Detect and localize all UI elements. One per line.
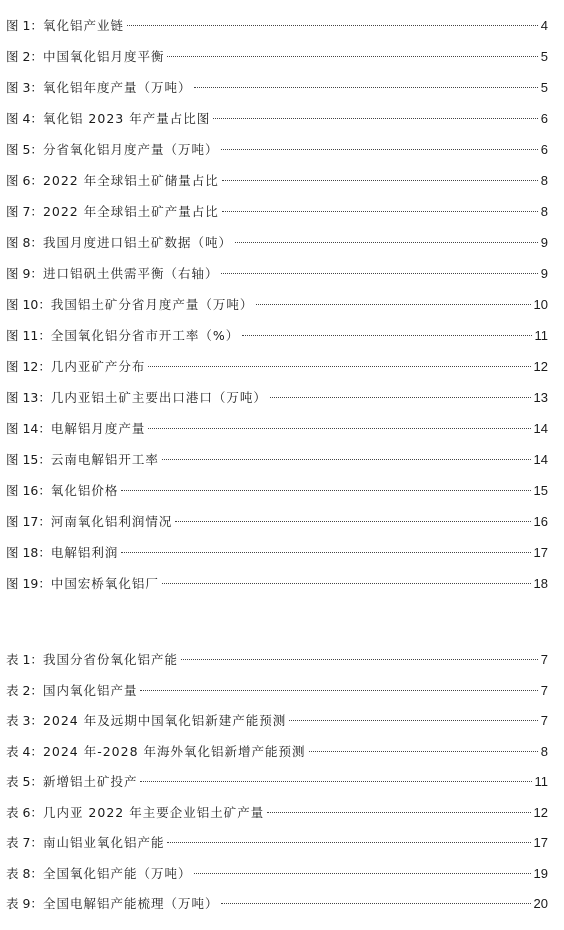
entry-label: 表 9：	[6, 896, 43, 911]
figure-entry[interactable]	[6, 262, 548, 293]
dot-leader	[242, 335, 531, 336]
figure-entry[interactable]	[6, 231, 548, 262]
figure-entry[interactable]	[6, 479, 548, 510]
entry-label: 图 3：	[6, 80, 43, 95]
figure-entry[interactable]	[6, 138, 548, 169]
page-number: 9	[540, 266, 548, 281]
entry-label: 图 1：	[6, 18, 43, 33]
entry-title: 2024 年-2028 年海外氧化铝新增产能预测	[42, 743, 306, 759]
table-entry[interactable]	[6, 740, 548, 771]
entry-label: 图 7：	[6, 204, 43, 219]
dot-leader	[222, 180, 538, 181]
dot-leader	[194, 87, 537, 88]
dot-leader	[221, 273, 537, 274]
entry-label: 图 18：	[6, 545, 51, 560]
page-number: 6	[540, 142, 548, 157]
page-number: 17	[533, 545, 548, 560]
entry-title: 电解铝利润	[50, 545, 119, 560]
page-number: 7	[540, 652, 548, 667]
dot-leader	[175, 521, 530, 522]
entry-title: 中国氧化铝月度平衡	[42, 49, 165, 64]
entry-title: 几内亚 2022 年主要企业铝土矿产量	[42, 804, 265, 820]
entry-title: 我国月度进口铝土矿数据（吨）	[42, 235, 232, 250]
dot-leader	[148, 366, 530, 367]
page-number: 11	[534, 774, 548, 789]
entry-title: 全国电解铝产能梳理（万吨）	[42, 896, 219, 911]
figure-entry[interactable]	[6, 541, 548, 572]
entry-label: 表 5：	[6, 774, 43, 789]
entry-label: 图 4：	[6, 111, 43, 126]
entry-title: 我国铝土矿分省月度产量（万吨）	[50, 297, 254, 312]
page-number: 17	[533, 835, 548, 850]
page-number: 6	[540, 111, 548, 126]
entry-title: 几内亚铝土矿主要出口港口（万吨）	[50, 390, 267, 405]
entry-title: 分省氧化铝月度产量（万吨）	[42, 142, 219, 157]
entry-title: 氧化铝价格	[50, 483, 119, 498]
entry-label: 图 2：	[6, 49, 43, 64]
dot-leader	[270, 397, 531, 398]
dot-leader	[256, 304, 530, 305]
entry-label: 图 15：	[6, 452, 51, 467]
page-number: 10	[533, 297, 548, 312]
page-number: 15	[533, 483, 548, 498]
entry-title: 国内氧化铝产量	[42, 682, 138, 698]
entry-label: 表 2：	[6, 682, 43, 698]
entry-label: 图 16：	[6, 483, 51, 498]
entry-title: 氧化铝年度产量（万吨）	[42, 80, 192, 95]
entry-title: 几内亚矿产分布	[50, 359, 146, 374]
figure-entry[interactable]	[6, 169, 548, 200]
entry-label: 图 11：	[6, 328, 51, 343]
page-number: 13	[533, 390, 548, 405]
figure-entry[interactable]	[6, 107, 548, 138]
dot-leader	[140, 781, 531, 782]
dot-leader	[235, 242, 538, 243]
dot-leader	[213, 118, 538, 119]
entry-title: 南山铝业氧化铝产能	[42, 835, 165, 850]
figure-index	[6, 14, 548, 603]
table-entry[interactable]	[6, 801, 548, 832]
entry-title: 2024 年及远期中国氧化铝新建产能预测	[42, 713, 287, 728]
page-number: 12	[533, 359, 548, 374]
entry-label: 表 4：	[6, 743, 43, 759]
page-number: 8	[540, 173, 548, 188]
entry-title: 新增铝土矿投产	[42, 774, 138, 789]
table-entry[interactable]	[6, 679, 548, 710]
entry-label: 图 17：	[6, 514, 51, 529]
page-number: 5	[540, 49, 548, 64]
page-number: 5	[540, 80, 548, 95]
entry-label: 图 8：	[6, 235, 43, 250]
entry-label: 图 10：	[6, 297, 51, 312]
entry-label: 图 19：	[6, 576, 51, 591]
page-number: 20	[533, 896, 548, 911]
page-number: 18	[533, 576, 548, 591]
page-number: 14	[533, 421, 548, 436]
dot-leader	[267, 812, 530, 813]
dot-leader	[162, 583, 531, 584]
entry-label: 图 9：	[6, 266, 43, 281]
figure-entry[interactable]	[6, 293, 548, 324]
dot-leader	[127, 25, 538, 26]
dot-leader	[140, 690, 537, 691]
page-number: 7	[540, 682, 548, 698]
entry-title: 氧化铝 2023 年产量占比图	[42, 111, 211, 126]
entry-title: 我国分省份氧化铝产能	[42, 652, 178, 667]
entry-title: 全国氧化铝产能（万吨）	[42, 865, 192, 881]
page-number: 11	[534, 328, 548, 343]
page-number: 8	[540, 743, 548, 759]
page-number: 14	[533, 452, 548, 467]
dot-leader	[148, 428, 530, 429]
dot-leader	[221, 903, 530, 904]
figure-entry[interactable]	[6, 45, 548, 76]
entry-title: 2022 年全球铝土矿储量占比	[42, 173, 219, 188]
entry-label: 图 5：	[6, 142, 43, 157]
dot-leader	[121, 552, 530, 553]
dot-leader	[194, 873, 530, 874]
dot-leader	[221, 149, 537, 150]
entry-title: 电解铝月度产量	[50, 421, 146, 436]
entry-label: 图 6：	[6, 173, 43, 188]
table-index	[6, 648, 548, 923]
entry-title: 河南氧化铝利润情况	[50, 514, 173, 529]
table-entry[interactable]	[6, 648, 548, 679]
figure-entry[interactable]	[6, 76, 548, 107]
page-number: 19	[533, 865, 548, 881]
figure-entry[interactable]	[6, 417, 548, 448]
table-entry[interactable]	[6, 831, 548, 862]
entry-label: 表 8：	[6, 865, 43, 881]
entry-label: 图 12：	[6, 359, 51, 374]
figure-entry[interactable]	[6, 200, 548, 231]
dot-leader	[222, 211, 538, 212]
dot-leader	[167, 56, 537, 57]
page-number: 4	[540, 18, 548, 33]
figure-entry[interactable]	[6, 572, 548, 603]
entry-label: 表 6：	[6, 804, 43, 820]
dot-leader	[289, 720, 538, 721]
dot-leader	[309, 751, 538, 752]
entry-title: 中国宏桥氧化铝厂	[50, 576, 159, 591]
entry-label: 表 3：	[6, 713, 43, 728]
dot-leader	[167, 842, 530, 843]
entry-title: 云南电解铝开工率	[50, 452, 159, 467]
table-entry[interactable]	[6, 709, 548, 740]
page-number: 7	[540, 713, 548, 728]
table-entry[interactable]	[6, 862, 548, 893]
figure-entry[interactable]	[6, 324, 548, 355]
dot-leader	[162, 459, 531, 460]
entry-label: 图 14：	[6, 421, 51, 436]
dot-leader	[181, 659, 538, 660]
entry-title: 2022 年全球铝土矿产量占比	[42, 204, 219, 219]
dot-leader	[121, 490, 530, 491]
page-number: 8	[540, 204, 548, 219]
figure-entry[interactable]	[6, 448, 548, 479]
entry-label: 表 1：	[6, 652, 43, 667]
page-number: 9	[540, 235, 548, 250]
table-entry[interactable]	[6, 770, 548, 801]
table-entry[interactable]	[6, 892, 548, 923]
entry-label: 表 7：	[6, 835, 43, 850]
page-number: 12	[533, 804, 548, 820]
figure-entry[interactable]	[6, 14, 548, 45]
entry-title: 全国氧化铝分省市开工率（%）	[50, 328, 240, 343]
entry-label: 图 13：	[6, 390, 51, 405]
figure-entry[interactable]	[6, 355, 548, 386]
page-number: 16	[533, 514, 548, 529]
figure-entry[interactable]	[6, 510, 548, 541]
entry-title: 进口铝矾土供需平衡（右轴）	[42, 266, 219, 281]
entry-title: 氧化铝产业链	[42, 18, 124, 33]
figure-entry[interactable]	[6, 386, 548, 417]
